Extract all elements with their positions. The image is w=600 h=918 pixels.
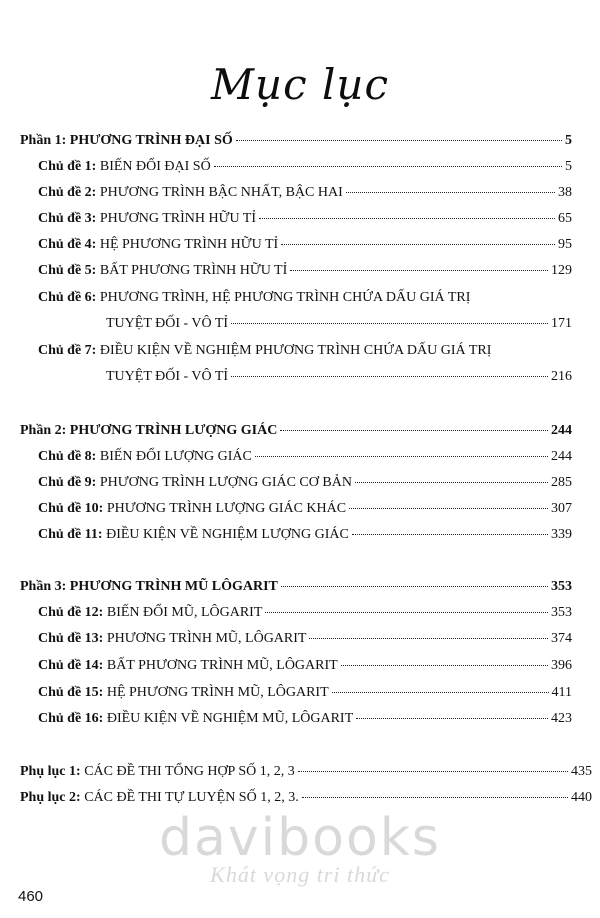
leader-dots (231, 323, 548, 324)
toc-topic-16[interactable] (38, 710, 572, 728)
appendix-label: Phụ lục 2: (20, 790, 81, 805)
page-ref: 244 (551, 449, 572, 464)
topic-name-continuation: TUYỆT ĐỐI - VÔ TỈ (106, 369, 229, 384)
toc-part-3[interactable] (20, 578, 572, 596)
part-label: Phần 1: (20, 133, 67, 148)
part-label: Phần 2: (20, 423, 67, 438)
topic-name: ĐIỀU KIỆN VỀ NGHIỆM PHƯƠNG TRÌNH CHỨA DẤU GIÁ TRỊ (99, 343, 492, 358)
topic-name: PHƯƠNG TRÌNH LƯỢNG GIÁC KHÁC (106, 501, 347, 516)
topic-name-continuation: TUYỆT ĐỐI - VÔ TỈ (106, 316, 229, 331)
topic-label: Chủ đề 15: (38, 685, 104, 700)
topic-name: BIẾN ĐỔI ĐẠI SỐ (99, 159, 211, 174)
topic-name: PHƯƠNG TRÌNH HỮU TỈ (99, 211, 257, 226)
topic-label: Chủ đề 13: (38, 631, 104, 646)
topic-label: Chủ đề 3: (38, 211, 97, 226)
toc-topic-7[interactable] (38, 342, 491, 360)
toc-topic-1[interactable] (38, 158, 572, 176)
toc-topic-11[interactable] (38, 526, 572, 544)
toc-topic-2[interactable] (38, 184, 572, 202)
topic-label: Chủ đề 14: (38, 658, 104, 673)
leader-dots (231, 376, 548, 377)
part-name: PHƯƠNG TRÌNH MŨ LÔGARIT (69, 579, 278, 594)
toc-topic-10[interactable] (38, 500, 572, 518)
topic-name: PHƯƠNG TRÌNH LƯỢNG GIÁC CƠ BẢN (99, 475, 352, 490)
leader-dots (281, 244, 555, 245)
leader-dots (302, 797, 568, 798)
leader-dots (281, 586, 548, 587)
leader-dots (265, 612, 548, 613)
page-number: 460 (18, 888, 44, 905)
leader-dots (255, 456, 548, 457)
topic-label: Chủ đề 16: (38, 711, 104, 726)
page-ref: 353 (551, 579, 572, 594)
leader-dots (214, 166, 562, 167)
toc-topic-14[interactable] (38, 657, 572, 675)
page-ref: 171 (551, 316, 572, 331)
page-ref: 374 (551, 631, 572, 646)
leader-dots (346, 192, 555, 193)
page-ref: 285 (551, 475, 572, 490)
topic-label: Chủ đề 10: (38, 501, 104, 516)
page-ref: 244 (551, 423, 572, 438)
topic-label: Chủ đề 9: (38, 475, 97, 490)
leader-dots (236, 140, 562, 141)
leader-dots (298, 771, 568, 772)
topic-name: BIẾN ĐỔI MŨ, LÔGARIT (106, 605, 263, 620)
toc-topic-8[interactable] (38, 448, 572, 466)
part-name: PHƯƠNG TRÌNH ĐẠI SỐ (69, 133, 233, 148)
toc-topic-15[interactable] (38, 684, 572, 702)
toc-topic-7-continuation[interactable] (106, 368, 572, 386)
leader-dots (349, 508, 548, 509)
toc-appendix-2[interactable] (20, 789, 592, 807)
topic-name: HỆ PHƯƠNG TRÌNH MŨ, LÔGARIT (106, 685, 329, 700)
toc-topic-12[interactable] (38, 604, 572, 622)
page-ref: 129 (551, 263, 572, 278)
toc-topic-13[interactable] (38, 630, 572, 648)
topic-label: Chủ đề 8: (38, 449, 97, 464)
page-ref: 440 (571, 790, 592, 805)
page-title: Mục lục (211, 60, 389, 109)
leader-dots (332, 692, 549, 693)
appendix-name: CÁC ĐỀ THI TỰ LUYỆN SỐ 1, 2, 3. (84, 790, 299, 805)
leader-dots (280, 430, 548, 431)
topic-name: BẤT PHƯƠNG TRÌNH HỮU TỈ (99, 263, 288, 278)
page-ref: 435 (571, 764, 592, 779)
page-ref: 353 (551, 605, 572, 620)
leader-dots (355, 482, 548, 483)
toc-appendix-1[interactable] (20, 763, 592, 781)
page-ref: 396 (551, 658, 572, 673)
topic-name: PHƯƠNG TRÌNH BẬC NHẤT, BẬC HAI (99, 185, 343, 200)
topic-label: Chủ đề 2: (38, 185, 97, 200)
page-ref: 216 (551, 369, 572, 384)
watermark-tagline: Khát vọng tri thức (210, 862, 390, 887)
leader-dots (309, 638, 548, 639)
topic-label: Chủ đề 7: (38, 343, 97, 358)
page-ref: 339 (551, 527, 572, 542)
part-label: Phần 3: (20, 579, 67, 594)
topic-name: PHƯƠNG TRÌNH, HỆ PHƯƠNG TRÌNH CHỨA DẤU GIÁ TRỊ (99, 290, 471, 305)
leader-dots (341, 665, 548, 666)
page-ref: 5 (565, 133, 572, 148)
topic-name: ĐIỀU KIỆN VỀ NGHIỆM MŨ, LÔGARIT (106, 711, 354, 726)
toc-topic-6-continuation[interactable] (106, 315, 572, 333)
toc-topic-9[interactable] (38, 474, 572, 492)
topic-label: Chủ đề 1: (38, 159, 97, 174)
leader-dots (290, 270, 548, 271)
part-name: PHƯƠNG TRÌNH LƯỢNG GIÁC (69, 423, 278, 438)
topic-name: HỆ PHƯƠNG TRÌNH HỮU TỈ (99, 237, 279, 252)
page-ref: 65 (558, 211, 572, 226)
topic-label: Chủ đề 4: (38, 237, 97, 252)
topic-label: Chủ đề 12: (38, 605, 104, 620)
toc-part-2[interactable] (20, 422, 572, 440)
topic-label: Chủ đề 6: (38, 290, 97, 305)
page-ref: 411 (551, 685, 572, 700)
toc-topic-5[interactable] (38, 262, 572, 280)
appendix-label: Phụ lục 1: (20, 764, 81, 779)
page-ref: 307 (551, 501, 572, 516)
toc-topic-6[interactable] (38, 289, 470, 307)
leader-dots (259, 218, 555, 219)
topic-name: BẤT PHƯƠNG TRÌNH MŨ, LÔGARIT (106, 658, 338, 673)
appendix-name: CÁC ĐỀ THI TỔNG HỢP SỐ 1, 2, 3 (84, 764, 295, 779)
topic-label: Chủ đề 5: (38, 263, 97, 278)
leader-dots (356, 718, 548, 719)
page-ref: 5 (565, 159, 572, 174)
toc-topic-3[interactable] (38, 210, 572, 228)
topic-name: PHƯƠNG TRÌNH MŨ, LÔGARIT (106, 631, 307, 646)
topic-name: ĐIỀU KIỆN VỀ NGHIỆM LƯỢNG GIÁC (106, 527, 349, 542)
page-ref: 423 (551, 711, 572, 726)
page-ref: 95 (558, 237, 572, 252)
topic-name: BIẾN ĐỔI LƯỢNG GIÁC (99, 449, 252, 464)
leader-dots (352, 534, 548, 535)
topic-label: Chủ đề 11: (38, 527, 103, 542)
toc-part-1[interactable] (20, 132, 572, 150)
watermark-brand: davibooks (159, 808, 441, 868)
toc-topic-4[interactable] (38, 236, 572, 254)
page-ref: 38 (558, 185, 572, 200)
